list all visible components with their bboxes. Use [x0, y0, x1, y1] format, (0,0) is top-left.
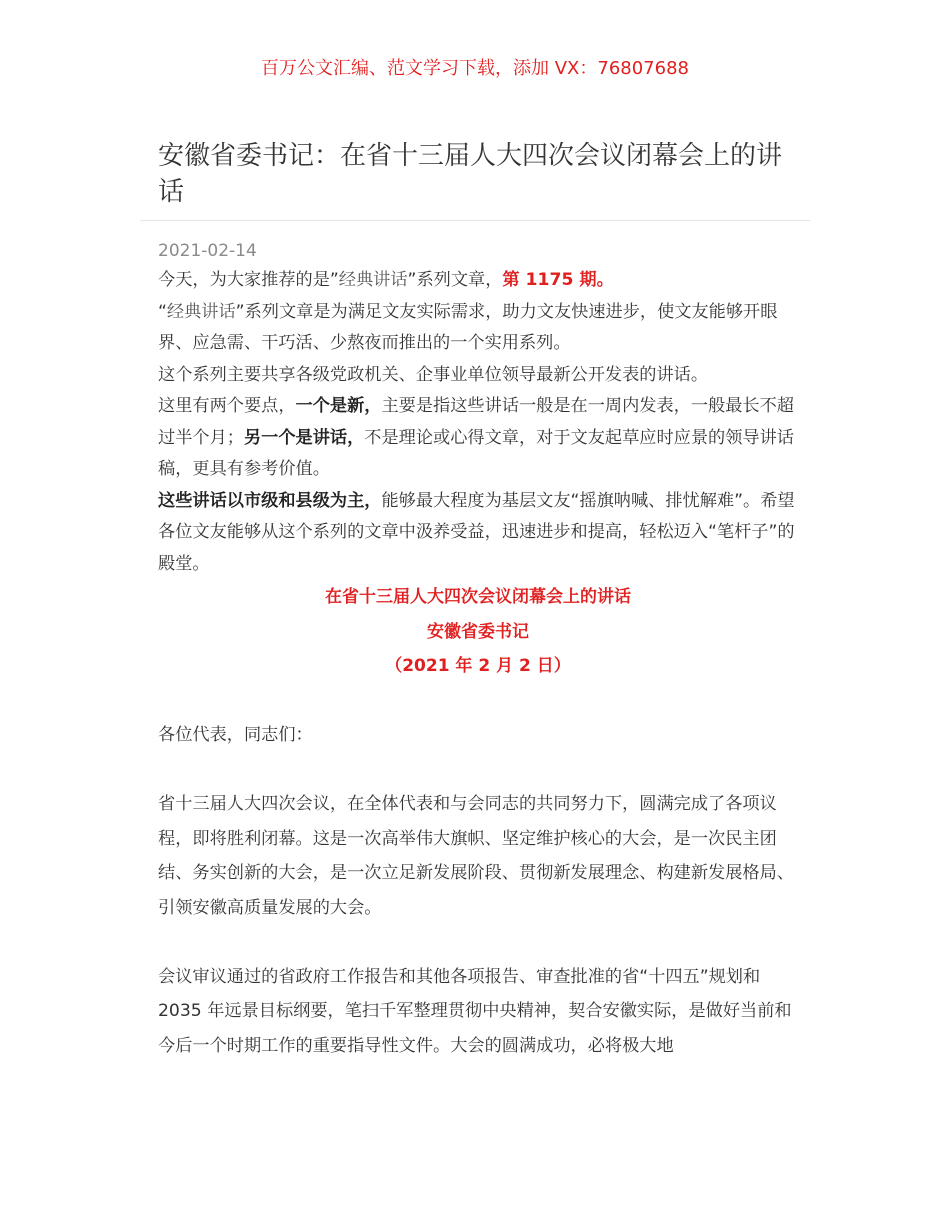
title-divider: [140, 220, 810, 221]
intro-text: “: [158, 301, 167, 322]
intro-paragraph: [158, 265, 798, 297]
series-intro: [158, 265, 798, 580]
blank-line: [158, 925, 798, 960]
intro-paragraph: 这个系列主要共享各级党政机关、企事业单位领导最新公开发表的讲话。: [158, 364, 709, 385]
intro-text: 这里有两个要点，: [158, 396, 296, 416]
promo-banner: 百万公文汇编、范文学习下载，添加 VX：76807688: [261, 58, 689, 79]
series-name: 经典讲话: [166, 301, 236, 322]
speech-speaker: 安徽省委书记: [427, 621, 529, 642]
blank-line: [158, 753, 798, 788]
intro-text: 能够最大程度为基层文友“摇旗呐喊、排忧解难”。希望各位文友能够从这个系列的文章中汲养受益，迅速进步和提高，轻松迈入“笔杆子”的殿堂。: [158, 490, 795, 574]
speech-date: （2021 年 2 月 2 日）: [385, 656, 571, 676]
key-point: 一个是新，: [295, 396, 382, 416]
intro-paragraph: [158, 297, 798, 360]
publish-date: 2021-02-14: [158, 241, 257, 261]
speech-paragraph: 省十三届人大四次会议，在全体代表和与会同志的共同努力下，圆满完成了各项议程，即将胜利闭幕。这是一次高举伟大旗帜、坚定维护核心的大会，是一次民主团结、务实创新的大会，是一次立足新发展阶段、贯彻新发展理念、构建新发展格局、引领安徽高质量发展的大会。: [158, 794, 794, 918]
blank-line: [158, 684, 798, 719]
article-title: 安徽省委书记：在省十三届人大四次会议闭幕会上的讲话: [158, 141, 783, 207]
speech-title: 在省十三届人大四次会议闭幕会上的讲话: [325, 587, 631, 607]
intro-paragraph: [158, 391, 798, 486]
speech-paragraph: 会议审议通过的省政府工作报告和其他各项报告、审查批准的省“十四五”规划和 2035 年远景目标纲要，笔扫千军整理贯彻中央精神，契合安徽实际，是做好当前和今后一个时期工作的重要指导性文件。大会的圆满成功，必将极大地: [158, 966, 792, 1056]
intro-text: 不是理论或心得文章，对于文友起草应时应景的领导讲话稿，更具有参考价值。: [158, 427, 794, 479]
speech-body: [158, 684, 798, 1064]
intro-text: ”系列文章，: [407, 270, 503, 290]
article-body: [158, 265, 798, 1063]
issue-number: 第 1175 期。: [502, 270, 614, 290]
intro-text: 今天，为大家推荐的是”: [158, 270, 339, 290]
intro-paragraph: [158, 486, 798, 581]
key-point: 另一个是讲话，: [243, 427, 365, 448]
key-point: 这些讲话以市级和县级为主，: [158, 490, 382, 511]
series-name: 经典讲话: [338, 270, 408, 290]
speech-greeting: 各位代表，同志们：: [158, 725, 313, 745]
intro-text: ”系列文章是为满足文友实际需求，助力文友快速进步，使文友能够开眼界、应急需、干巧活、少熬夜而推出的一个实用系列。: [158, 301, 778, 353]
intro-text: 主要是指这些讲话一般是在一周内发表，一般最长不超过半个月；: [158, 396, 794, 448]
speech-heading: [158, 580, 798, 684]
